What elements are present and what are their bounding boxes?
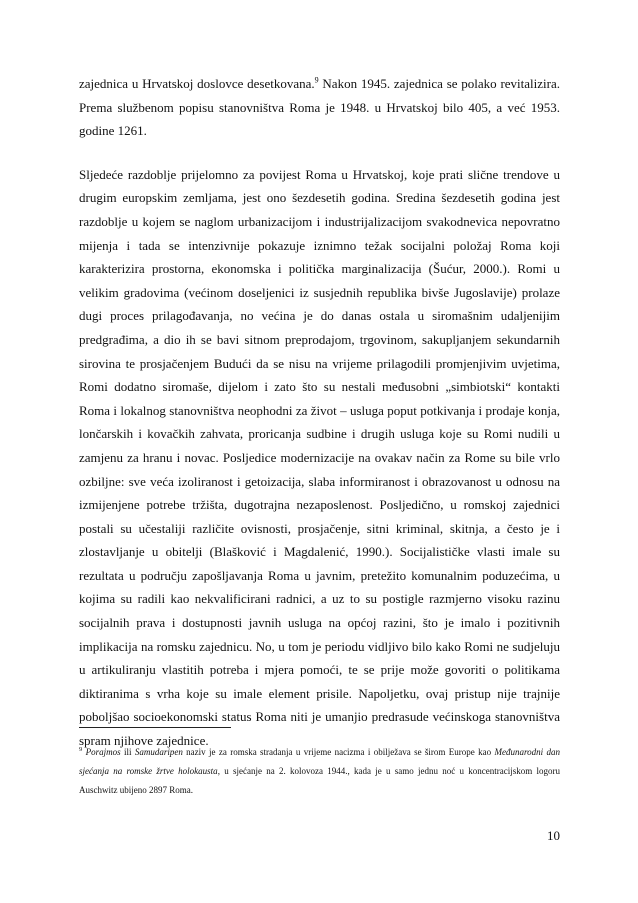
- footnote-term-remembrance-day: Međunarodni dan sjećanja na romske žrtve holokausta: [79, 747, 560, 776]
- page-number: 10: [547, 828, 560, 843]
- footnote: [79, 743, 560, 800]
- footnote-separator: [79, 727, 231, 728]
- footnote-text-2: naziv je za romska stradanja u vrijeme nacizma i obilježava se širom Europe kao: [182, 747, 495, 757]
- footnote-term-samudaripen: Samudaripen: [134, 747, 183, 757]
- paragraph-1: [79, 72, 560, 143]
- paragraph-2: Sljedeće razdoblje prijelomno za povijest Roma u Hrvatskoj, koje prati slične trendove u drugim europskim zemljama, jest ono šezdesetih godina. Sredina šezdesetih godina jest razdoblje u kojem se naglom urbanizacijom i industrijalizacijom svakodnevica nepovratno mijenja i tada se intenzivnije pokazuje iznimno težak socijalni položaj Roma koji karakterizira prostorna, ekonomska i politička marginalizacija (Šućur, 2000.). Romi u velikim gradovima (većinom doseljenici iz susjednih republika bivše Jugoslavije) prolaze dugi proces prilagođavanja, no većina je do danas ostala u siromašnim udaljenijim predgrađima, a dio ih se bavi sitnom preprodajom, trgovinom, sakupljanjem sekundarnih sirovina te prosjačenjem Budući da se nisu na vrijeme prilagodili promjenjivim uvjetima, Romi dodatno siromaše, dijelom i zato što su nestali međusobni „simbiotski“ kontakti Roma i lokalnog stanovništva neophodni za život – usluga poput potkivanja i prodaje konja, lončarskih i kovačkih zahvata, proricanja sudbine i drugih usluga koje su Romi nudili u zamjenu za hranu i novac. Posljedice modernizacije na ovakav način za Rome su bile vrlo ozbiljne: sve veća izoliranost i getoizacija, slaba informiranost i obrazovanost u odnosu na izmijenjene potrebe tržišta, dugotrajna nezaposlenost. Posljedično, u romskoj zajednici postali su učestaliji različite ovisnosti, prosjačenje, sitni kriminal, skitnja, a često je i zlostavljanje u obitelji (Blašković i Magdalenić, 1990.). Socijalističke vlasti imale su rezultata u području zapošljavanja Roma u javnim, pretežito komunalnim poduzećima, u kojima su radili kao nekvalificirani radnici, a uz to su postigle razmjerno visoku razinu socijalnih prava i dostupnosti javnih usluga na općoj razini, što je imalo i pozitivnih implikacija na romsku zajednicu. No, u tom je periodu vidljivo bilo kako Romi ne sudjeluju u artikuliranju vlastitih potreba i mjera pomoći, te se prije može govoriti o politikama diktiranima s vrha koje su imale element prisile. Napoljetku, ovaj pristup nije trajnije poboljšao socioekonomski status Roma niti je umanjio predrasude većinskoga stanovništva spram njihove zajednice.: [79, 166, 560, 749]
- footnote-text-1: ili: [120, 747, 135, 757]
- footnote-number: 9: [79, 746, 83, 753]
- body-text: [79, 72, 560, 753]
- paragraph-1-text-end: Nakon 1945. zajednica se polako revitalizira. Prema službenom popisu stanovništva Roma je 1948. u Hrvatskoj bilo 405, a već 1953. godine 1261.: [79, 76, 560, 139]
- footnote-text-3: , u sjećanje na 2. kolovoza 1944., kada je u samo jednu noć u koncentracijskom logoru Auschwitz ubijeno 2897 Roma.: [79, 766, 560, 795]
- footnote-reference: 9: [314, 75, 319, 85]
- paragraph-1-text-start: zajednica u Hrvatskoj doslovce desetkovana.: [79, 76, 315, 91]
- footnote-term-porajmos: Porajmos: [85, 747, 121, 757]
